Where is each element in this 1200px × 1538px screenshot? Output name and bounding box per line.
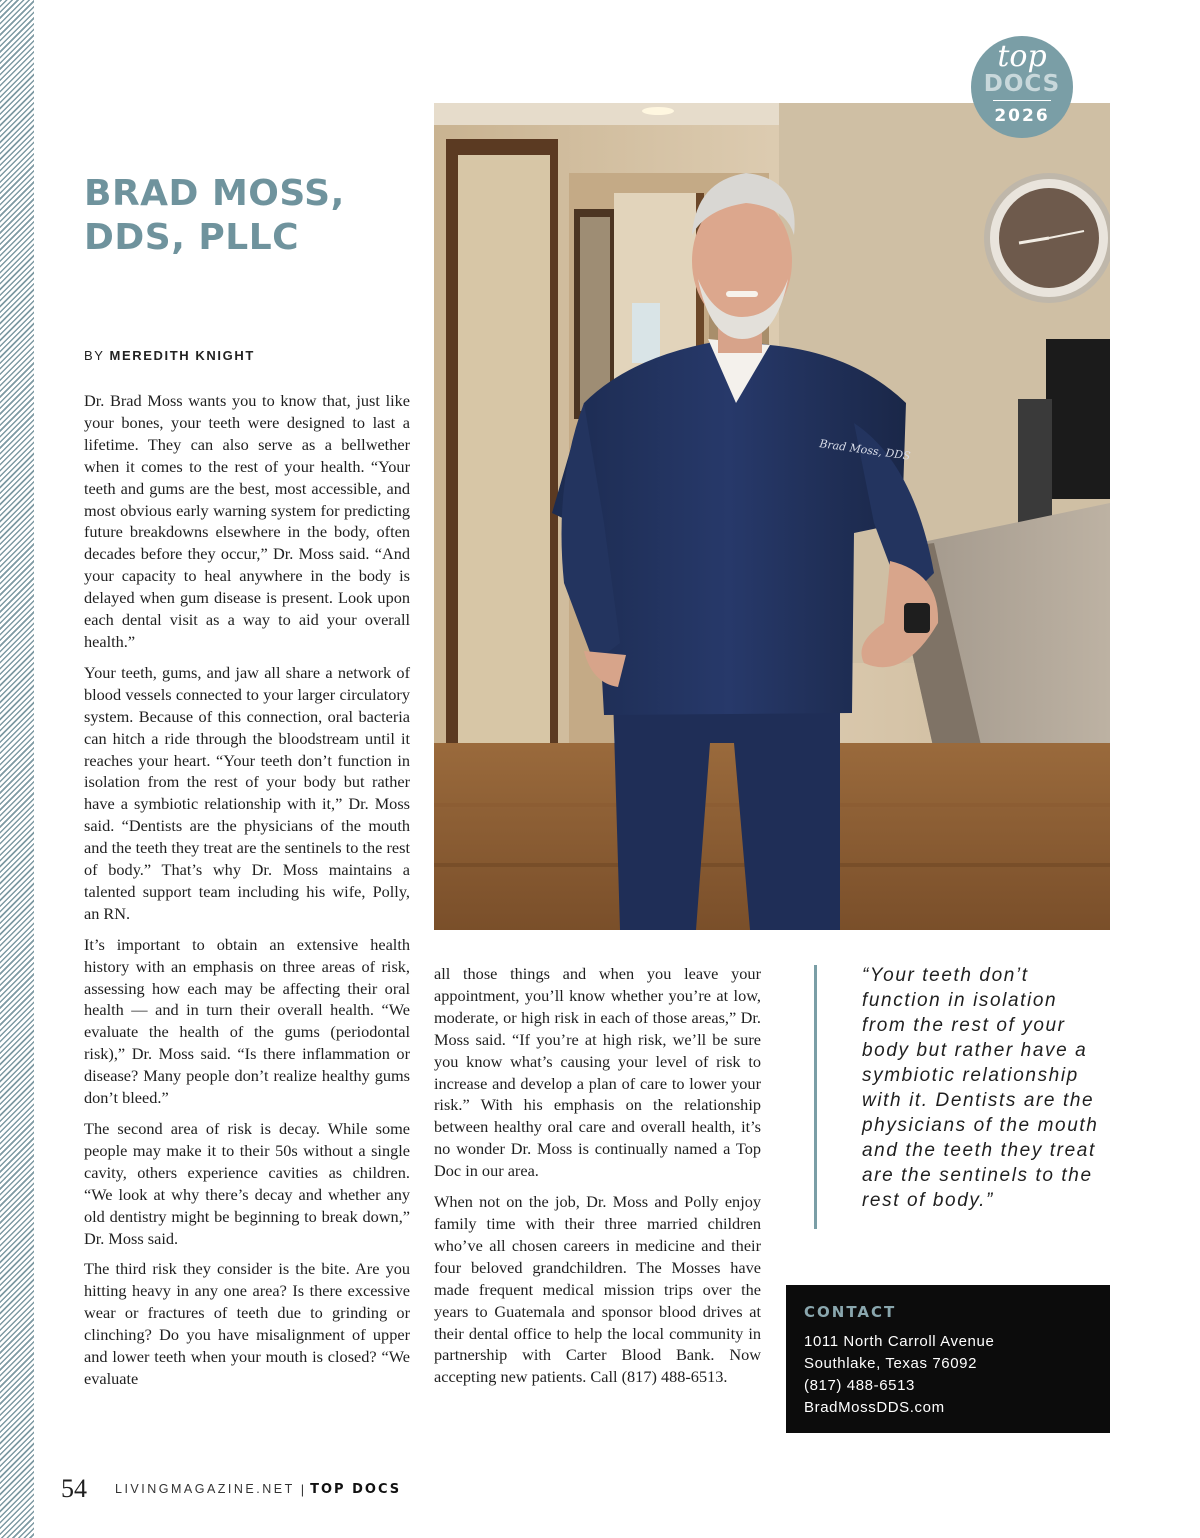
- paragraph: It’s important to obtain an extensive health history with an emphasis on three areas of risk, assessing how each may be affecting their oral health — and in turn their overall health. “We evaluate the health of the gums (periodontal risk),” Dr. Moss said. “Is there inflammation or disease? Many people don’t realize healthy gums don’t bleed.”: [84, 934, 410, 1108]
- badge-divider: [993, 100, 1051, 101]
- scrub-embroidery: Brad Moss, DDS: [818, 437, 912, 463]
- article-title-line-1: BRAD MOSS,: [84, 173, 345, 214]
- paragraph: Dr. Brad Moss wants you to know that, just like your bones, your teeth were designed to last a lifetime. They can also serve as a bellwether when it comes to the rest of your health. “Your teeth and gums are the best, most accessible, and most obvious early warning system for predicting future breakdowns elsewhere in the body, often decades before they occur,” Dr. Moss said. “And your capacity to heal anywhere in the body is delayed when gum disease is present. Look upon each dental visit as a way to aid your overall health.”: [84, 391, 410, 651]
- byline: [84, 348, 255, 363]
- contact-address-line-1: 1011 North Carroll Avenue: [804, 1333, 995, 1350]
- article-column-2: [434, 963, 761, 1397]
- footer-section: TOP DOCS: [310, 1481, 402, 1497]
- contact-box: [786, 1285, 1110, 1433]
- byline-author: MEREDITH KNIGHT: [109, 348, 255, 363]
- article-title-line-2: DDS, PLLC: [84, 217, 300, 258]
- decorative-edge-stripe: [0, 0, 34, 1538]
- article-title: [84, 172, 414, 260]
- badge-top-text: top: [997, 39, 1047, 74]
- top-docs-badge: [971, 36, 1073, 138]
- pullquote-rule: [814, 965, 817, 1229]
- paragraph: The second area of risk is decay. While some people may make it to their 50s without a single cavity, others experience cavities as children. “We look at why there’s decay and whether any old dentistry might be beginning to break down,” Dr. Moss said.: [84, 1119, 410, 1248]
- paragraph: Your teeth, gums, and jaw all share a network of blood vessels connected to your larger circulatory system. Because of this connection, oral bacteria can hitch a ride through the bloodstream until it reaches your heart. “Your teeth don’t function in isolation from the rest of your body but rather have a symbiotic relationship with it,” Dr. Moss said. “Dentists are the physicians of the mouth and the teeth they treat are the sentinels to the rest of body.” That’s why Dr. Moss maintains a talented support team including his wife, Polly, an RN.: [84, 662, 410, 923]
- contact-phone[interactable]: (817) 488-6513: [804, 1377, 915, 1394]
- footer-site: LIVINGMAGAZINE.NET: [115, 1482, 295, 1496]
- page-number: 54: [61, 1474, 87, 1503]
- page-footer: [61, 1474, 401, 1504]
- badge-year: 2026: [994, 106, 1050, 126]
- badge-docs-text: DOCS: [983, 71, 1061, 97]
- pull-quote: “Your teeth don’t function in isolation from the rest of your body but rather have a symbiotic relationship with it. Dentists are the physicians of the mouth and the teeth they treat are the sentinels to the rest of body.”: [862, 965, 1099, 1211]
- byline-prefix: BY: [84, 348, 105, 363]
- contact-website-link[interactable]: BradMossDDS.com: [804, 1399, 945, 1416]
- doctor-portrait-photo: [434, 103, 1110, 930]
- paragraph: all those things and when you leave your appointment, you’ll know whether you’re at low, moderate, or high risk in each of those areas,” Dr. Moss said. “If you’re at high risk, we’ll be sure you know what’s causing your level of risk to increase and develop a plan of care to lower your risk.” With his emphasis on the relationship between healthy oral care and overall health, it’s no wonder Dr. Moss is continually named a Top Doc in our area.: [434, 964, 761, 1181]
- footer-separator: |: [300, 1481, 305, 1497]
- article-column-1: [84, 390, 410, 1399]
- paragraph: When not on the job, Dr. Moss and Polly enjoy family time with their three married children who’ve all chosen careers in medicine and their four beloved grandchildren. The Mosses have made frequent medical mission trips over the years to Guatemala and sponsor blood drives at their dental office to help the local community in partnership with Carter Blood Bank. Now accepting new patients. Call (817) 488-6513.: [434, 1192, 761, 1387]
- paragraph: The third risk they consider is the bite. Are you hitting heavy in any one area? Is there excessive wear or fractures of teeth due to grinding or clinching? Do you have misalignment of upper and lower teeth when your mouth is closed? “We evaluate: [84, 1259, 410, 1388]
- contact-title: CONTACT: [804, 1303, 897, 1321]
- contact-address-line-2: Southlake, Texas 76092: [804, 1355, 978, 1372]
